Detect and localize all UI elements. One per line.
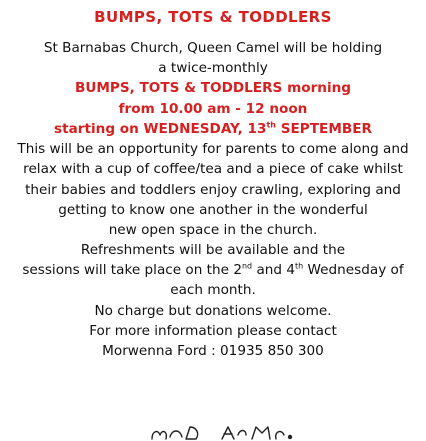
footer-artwork — [0, 421, 426, 441]
sessions-line — [0, 262, 426, 279]
contact-line: Morwenna Ford : 01935 850 300 — [102, 343, 324, 359]
sessions-day: Wednesday of — [303, 262, 404, 278]
start-date-text: starting on WEDNESDAY, 13 — [54, 121, 267, 137]
body-line-8: each month. — [170, 282, 256, 298]
start-date-month: SEPTEMBER — [276, 121, 372, 137]
body-line-6: Refreshments will be available and the — [80, 242, 346, 258]
sessions-and: and 4 — [252, 262, 295, 278]
event-time: from 10.00 am - 12 noon — [118, 101, 308, 117]
decorative-figures-icon — [0, 421, 426, 441]
sessions-suffix-1: nd — [241, 261, 253, 271]
body-line-9: No charge but donations welcome. — [94, 303, 332, 319]
body-line-2: relax with a cup of coffee/tea and a piece of cake whilst — [23, 161, 403, 177]
sessions-text: sessions will take place on the 2 — [22, 262, 242, 278]
intro-line-1: St Barnabas Church, Queen Camel will be holding — [43, 40, 383, 56]
body-line-10: For more information please contact — [89, 323, 337, 339]
body-line-4: getting to know one another in the wonderful — [58, 202, 368, 218]
event-name: BUMPS, TOTS & TODDLERS morning — [74, 80, 352, 96]
sessions-suffix-2: th — [295, 261, 304, 271]
body-line-5: new open space in the church. — [108, 222, 318, 238]
notice-title: BUMPS, TOTS & TODDLERS — [94, 8, 332, 26]
start-date-suffix: th — [266, 120, 276, 130]
intro-line-2: a twice-monthly — [158, 60, 268, 76]
body-line-3: their babies and toddlers enjoy crawling, exploring and — [25, 182, 401, 198]
start-date — [0, 121, 426, 138]
body-line-1: This will be an opportunity for parents to come along and — [17, 141, 409, 157]
